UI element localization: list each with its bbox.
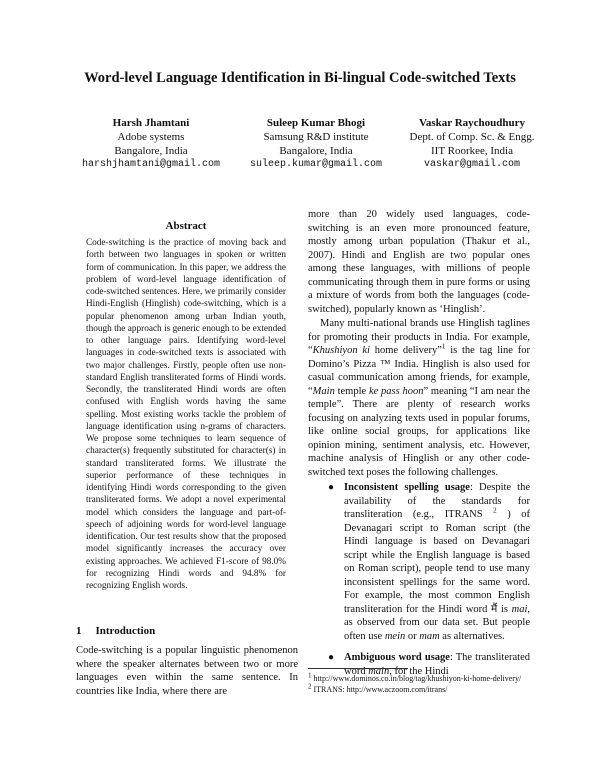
author-email: harshjhamtani@gmail.com: [81, 159, 221, 170]
footnote-2: [308, 681, 530, 696]
text-span: as alternatives.: [439, 630, 505, 642]
intro-paragraph: Code-switching is a popular linguistic phenomenon where the speaker alternates between two or more languages even within the same sentence. In countries like India, where there are: [76, 645, 298, 697]
bullet-icon: ●: [328, 482, 335, 493]
text-span: or: [405, 630, 420, 642]
text-span: home delivery”: [369, 345, 442, 356]
author-name: Suleep Kumar Bhogi: [266, 117, 366, 129]
bullet-icon: ●: [328, 652, 335, 663]
abstract-heading: Abstract: [165, 220, 207, 232]
abstract-text: Code-switching is the practice of moving back and forth between two languages in spoken or written form of communication. In this paper, we address the problem of word-level language identification of code-switched sentences. Here, we primarily consider Hindi-English (Hinglish) code-switching, which is a popular phenomenon among urban Indian youth, though the approach is generic enough to be extended to other language pairs. Identifying word-level languages in code-switched texts is associated with two major challenges. Firstly, people often use non-standard English transliterated forms of Hindi words. Secondly, the transliterated Hindi words are often confused with English words having the same spelling. Most existing works tackle the problem of language identification using n-grams of characters. We propose some techniques to learn sequence of character(s) frequently substituted for character(s) in standard transliterated forms. We illustrate the superior performance of these techniques in identifying Hindi words corresponding to the given transliterated forms. We adopt a novel experimental model which considers the language and part-of-speech of adjoining words for word-level language identification. Our test results show that the proposed model significantly increases the accuracy over existing approaches. We achieved F1-score of 98.0% for recognizing Hindi words and 94.8% for recognizing English words.: [86, 238, 286, 591]
footnote-ref: 1: [441, 342, 446, 351]
italic-text: mai: [511, 603, 528, 615]
author-location: Bangalore, India: [279, 145, 353, 157]
author-affiliation: Dept. of Comp. Sc. & Engg.: [409, 131, 535, 143]
footnote-ref: 2: [493, 506, 497, 515]
author-location: IIT Roorkee, India: [431, 145, 513, 157]
author-email: suleep.kumar@gmail.com: [249, 159, 383, 170]
right-column: [308, 208, 530, 686]
text-span: , as observed from our data set. But people often use: [344, 603, 530, 642]
bullet-label: Ambiguous word usage: [344, 652, 450, 663]
author-1: [76, 116, 226, 172]
italic-text: ke pass hoon: [368, 385, 424, 397]
footnote-text: ITRANS: http://www.aczoom.com/itrans/: [311, 684, 448, 694]
text-span: temple: [334, 385, 369, 397]
italic-text: mam: [419, 630, 440, 642]
list-item: [308, 481, 530, 643]
italic-text: main: [368, 665, 390, 677]
author-affiliation: Samsung R&D institute: [263, 131, 369, 143]
paragraph: more than 20 widely used languages, code-switching is an even more pronounced feature, mostly among urban population (Thakur et al., 2007). Hindi and English are two popular ones among these languages, with millions of people communicating through them in pure forms or using a mixture of words from both the languages (code-switched), popularly known as ‘Hinglish’.: [308, 209, 530, 315]
author-name: Harsh Jhamtani: [112, 117, 190, 129]
section-number: 1: [76, 625, 82, 637]
italic-text: mein: [384, 630, 406, 642]
author-email: vaskar@gmail.com: [423, 159, 520, 170]
footnote-number: 1: [308, 671, 312, 680]
text-span: is the tag line for Domino’s Pizza ™ India. Hinglish is also used for casual communication among friends, for example, “: [308, 345, 530, 397]
text-span: : Despite the availability of the standards for transliteration (e.g., ITRANS: [344, 482, 530, 520]
italic-text: Khushiyon ki: [312, 345, 370, 356]
author-2: [236, 116, 396, 172]
author-3: [392, 116, 552, 172]
bullet-label: Inconsistent spelling usage: [344, 482, 470, 493]
challenges-list: [308, 481, 530, 678]
footnote-divider: [308, 668, 408, 669]
author-affiliation: Adobe systems: [117, 131, 185, 143]
author-name: Vaskar Raychoudhury: [418, 117, 526, 129]
section-heading-introduction: [76, 625, 169, 637]
text-span: : The transliterated word: [344, 652, 530, 677]
text-span: Many multi-national brands use Hinglish taglines for promoting their products in India. For example, “: [308, 318, 530, 356]
paper-title: Word-level Language Identification in Bi-lingual Code-switched Texts: [84, 70, 516, 86]
text-span: ) of Devanagari script to Roman script (the Hindi language is based on Devanagari script while the English language is based on Roman script), people tend to use many inconsistent spellings for the same word. For example, the most common English transliteration for the Hindi word मैं is: [344, 509, 530, 615]
italic-text: Main: [312, 385, 335, 397]
text-span: , for the Hindi: [389, 665, 449, 677]
author-location: Bangalore, India: [114, 145, 188, 157]
paragraph: [308, 317, 530, 479]
footnote-text: http://www.dominos.co.in/blog/tag/khushiyon-ki-home-delivery/: [311, 674, 522, 683]
section-title-text: Introduction: [95, 625, 156, 637]
footnote-number: 2: [308, 681, 312, 690]
text-span: ” meaning “I am near the temple”. There are plenty of research works focusing on analyzing texts used in popular forums, like online social groups, for applications like opinion mining, sentiment analysis, etc. However, machine analysis of Hinglish or any other code-switched text poses the following challenges.: [308, 385, 530, 478]
